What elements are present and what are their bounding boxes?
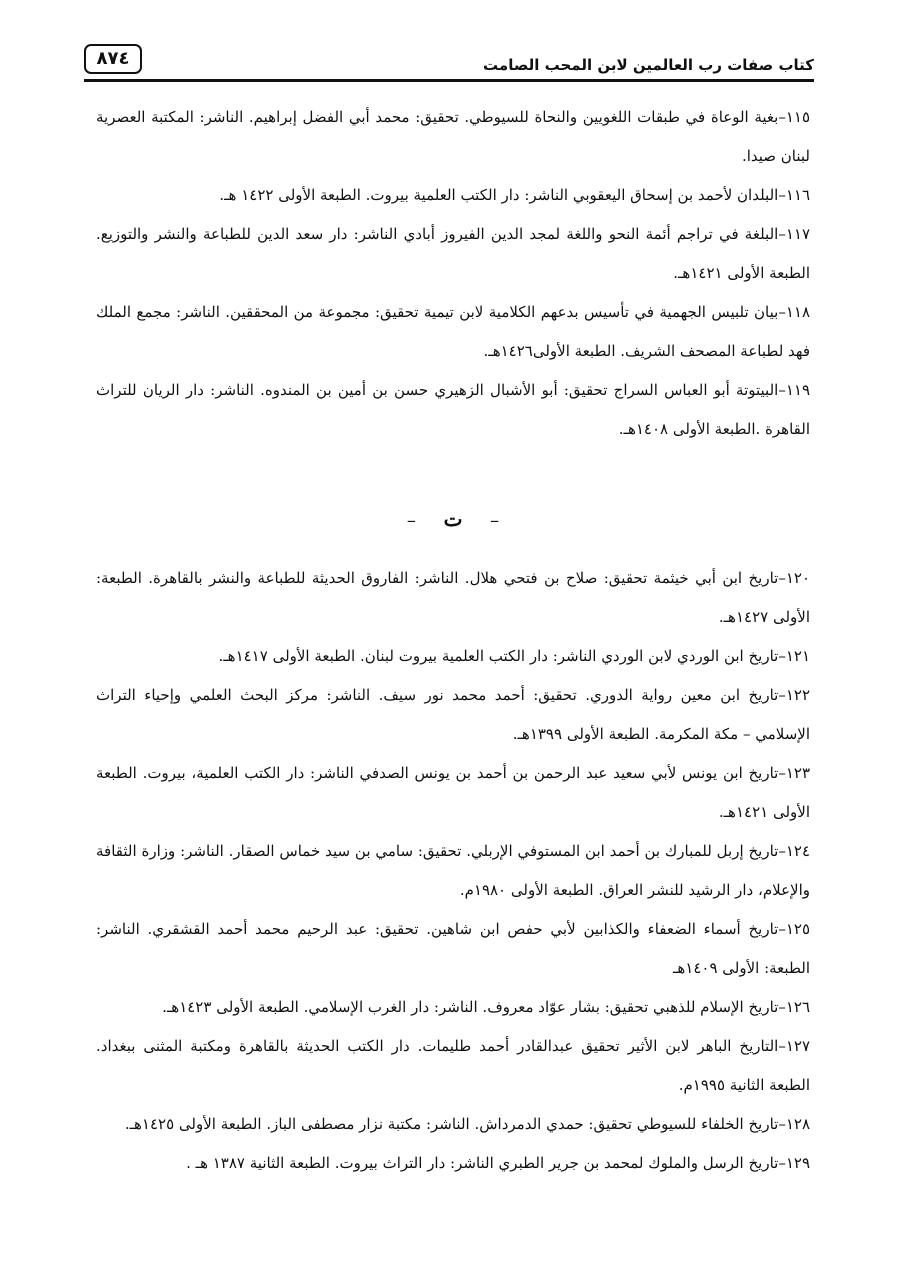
bibliography-entry: ١٢١–تاريخ ابن الوردي لابن الوردي الناشر: دار الكتب العلمية بيروت لبنان. الطبعة الأولى ١٤١٧هـ. [218,647,810,665]
section-letter-divider [96,479,810,559]
bibliography-entry: ١٢٦–تاريخ الإسلام للذهبي تحقيق: بشار عوّاد معروف. الناشر: دار الغرب الإسلامي. الطبعة الأولى ١٤٢٣هـ. [162,998,810,1016]
bibliography-entry: ١١٨–بيان تلبيس الجهمية في تأسيس بدعهم الكلامية لابن تيمية تحقيق: مجموعة من المحققين. الناشر: مجمع الملك فهد لطباعة المصحف الشريف. الطبعة الأولى١٤٢٦هـ. [96,303,810,360]
bibliography-entry: ١٢٤–تاريخ إربل للمبارك بن أحمد ابن المستوفي الإربلي. تحقيق: سامي بن سيد خماس الصقار. الناشر: وزارة الثقافة والإعلام، دار الرشيد للنشر العراق. الطبعة الأولى ١٩٨٠م. [96,842,810,899]
bibliography-entry: ١٢٥–تاريخ أسماء الضعفاء والكذابين لأبي حفص ابن شاهين. تحقيق: عبد الرحيم محمد أحمد القشقري. الناشر: الطبعة: الأولى ١٤٠٩هـ [96,920,810,977]
divider-dash-right: – [490,510,500,531]
bibliography-entry: ١٢٧–التاريخ الباهر لابن الأثير تحقيق عبدالقادر أحمد طليمات. دار الكتب الحديثة بالقاهرة ومكتبة المثنى ببغداد. الطبعة الثانية ١٩٩٥م. [96,1037,810,1094]
bibliography-entry: ١٢٣–تاريخ ابن يونس لأبي سعيد عبد الرحمن بن أحمد بن يونس الصدفي الناشر: دار الكتب العلمية، بيروت. الطبعة الأولى ١٤٢١هـ. [96,764,810,821]
bibliography-entry: ١١٥–بغية الوعاة في طبقات اللغويين والنحاة للسيوطي. تحقيق: محمد أبي الفضل إبراهيم. الناشر: المكتبة العصرية لبنان صيدا. [96,108,810,165]
bibliography-entry: ١٢٢–تاريخ ابن معين رواية الدوري. تحقيق: أحمد محمد نور سيف. الناشر: مركز البحث العلمي وإحياء التراث الإسلامي – مكة المكرمة. الطبعة الأولى ١٣٩٩هـ. [96,686,810,743]
bibliography-entry: ١٢٩–تاريخ الرسل والملوك لمحمد بن جرير الطبري الناشر: دار التراث بيروت. الطبعة الثانية ١٣٨٧ هـ . [186,1154,810,1172]
page-number-box: ٨٧٤ [84,44,142,74]
bibliography-list [96,98,810,1183]
bibliography-entry: ١٢٨–تاريخ الخلفاء للسيوطي تحقيق: حمدي الدمرداش. الناشر: مكتبة نزار مصطفى الباز. الطبعة الأولى ١٤٢٥هـ. [124,1115,810,1133]
bibliography-entry: ١٢٠–تاريخ ابن أبي خيثمة تحقيق: صلاح بن فتحي هلال. الناشر: الفاروق الحديثة للطباعة والنشر بالقاهرة. الطبعة: الأولى ١٤٢٧هـ. [96,569,810,626]
section-letter: ت [443,507,463,531]
bibliography-entry: ١١٩–البيتوتة أبو العباس السراج تحقيق: أبو الأشبال الزهيري حسن بن أمين بن المندوه. الناشر: دار الريان للتراث القاهرة .الطبعة الأولى ١٤٠٨هـ. [96,381,810,438]
page-header [84,42,814,82]
divider-dash-left: – [406,510,416,531]
bibliography-entry: ١١٧–البلغة في تراجم أئمة النحو واللغة لمجد الدين الفيروز أبادي الناشر: دار سعد الدين للطباعة والنشر والتوزيع. الطبعة الأولى ١٤٢١هـ. [96,225,810,282]
header-divider-line [84,79,814,82]
book-title: كتاب صفات رب العالمين لابن المحب الصامت [483,56,814,74]
bibliography-entry: ١١٦–البلدان لأحمد بن إسحاق اليعقوبي الناشر: دار الكتب العلمية بيروت. الطبعة الأولى ١٤٢٢ هـ. [219,186,810,204]
